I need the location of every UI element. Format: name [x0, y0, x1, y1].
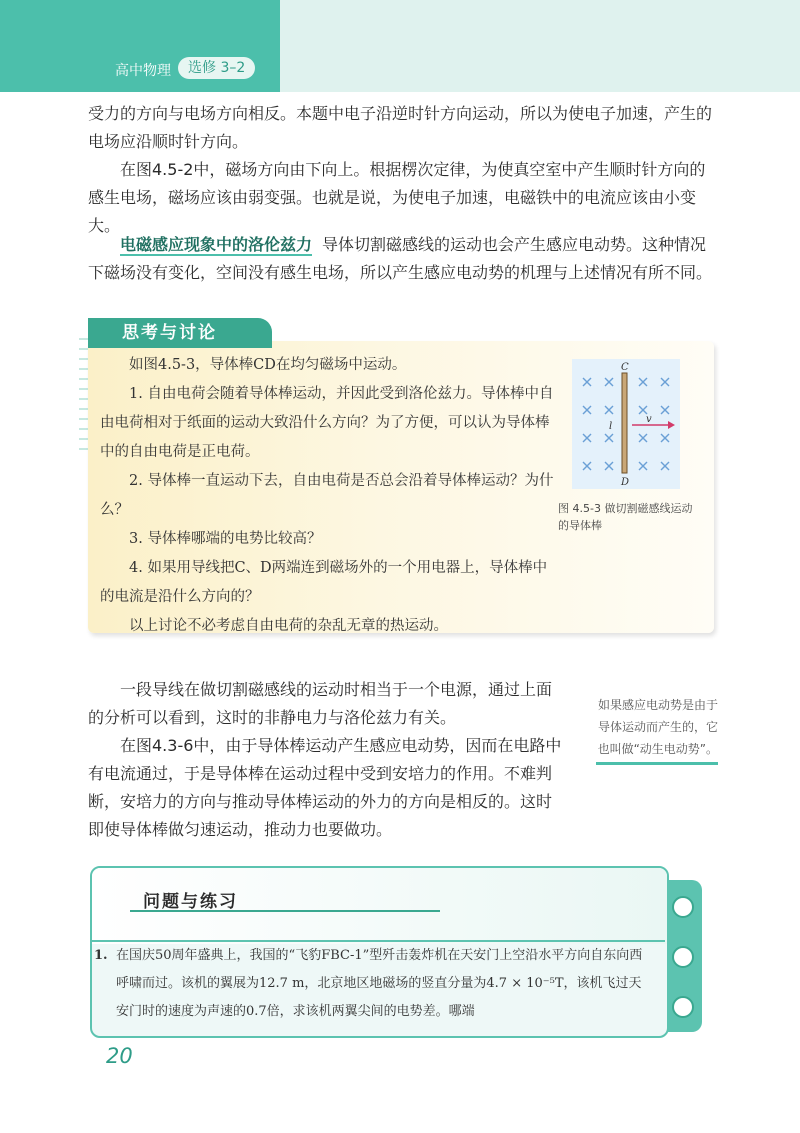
field-cross-icon [583, 406, 591, 414]
field-cross-icon [661, 378, 669, 386]
section-paragraph [88, 231, 718, 287]
field-cross-icon [605, 434, 613, 442]
field-cross-icon [605, 406, 613, 414]
field-cross-icon [583, 378, 591, 386]
binder-ring-icon [672, 946, 694, 968]
label-l: l [609, 421, 613, 432]
exercise-item-1 [94, 942, 646, 1026]
field-cross-icon [605, 462, 613, 470]
discussion-line: 1. 自由电荷会随着导体棒运动，并因此受到洛伦兹力。导体棒中自由电荷相对于纸面的运动大致沿什么方向？为了方便，可以认为导体棒中的自由电荷是正电荷。 [100, 386, 554, 460]
discussion-line: 4. 如果用导线把C、D两端连到磁场外的一个用电器上，导体棒中的电流是沿什么方向的？ [100, 560, 548, 605]
field-cross-icon [639, 406, 647, 414]
discussion-line: 以上讨论不必考虑自由电荷的杂乱无章的热运动。 [129, 618, 448, 634]
field-cross-icon [661, 462, 669, 470]
figure-diagram [572, 359, 680, 489]
margin-note: 如果感应电动势是由于导体运动而产生的，它也叫做“动生电动势”。 [596, 694, 718, 765]
discussion-line: 2. 导体棒一直运动下去，自由电荷是否总会沿着导体棒运动？为什么？ [100, 473, 554, 518]
volume-badge: 选修 3–2 [178, 57, 255, 79]
binder-ring-icon [672, 896, 694, 918]
discussion-text [100, 351, 555, 641]
figure-caption: 图 4.5-3 做切割磁感线运动的导体棒 [558, 502, 693, 532]
book-title: 高中物理 [115, 63, 171, 79]
field-cross-icon [583, 462, 591, 470]
binder-ring-icon [672, 996, 694, 1018]
discussion-tab: 思考与讨论 [88, 318, 272, 348]
exercise-title: 问题与练习 [143, 892, 238, 912]
intro-paragraph-1: 受力的方向与电场方向相反。本题中电子沿逆时针方向运动，所以为使电子加速，产生的电场应沿顺时针方向。 [88, 104, 713, 151]
body-paragraph-1: 一段导线在做切割磁感线的运动时相当于一个电源，通过上面的分析可以看到，这时的非静电力与洛伦兹力有关。 [88, 680, 553, 727]
field-cross-icon [583, 434, 591, 442]
label-v: v [646, 414, 652, 425]
label-d: D [621, 477, 630, 488]
field-cross-icon [661, 406, 669, 414]
field-cross-icon [605, 378, 613, 386]
field-cross-icon [639, 378, 647, 386]
exercise-item-text: 在国庆50周年盛典上，我国的“飞豹FBC-1”型歼击轰炸机在天安门上空沿水平方向自东向西呼啸而过。该机的翼展为12.7 m，北京地区地磁场的竖直分量为4.7 × 10⁻⁵T，该机飞过天安门时的速度为声速的0.7倍，求该机两翼尖间的电势差。哪端 [116, 948, 643, 1019]
body-paragraph-2: 在图4.3-6中，由于导体棒运动产生感应电动势，因而在电路中有电流通过，于是导体棒在运动过程中受到安培力的作用。不难判断，安培力的方向与推动导体棒运动的外力的方向是相反的。这时即使导体棒做匀速运动，推动力也要做功。 [88, 736, 562, 839]
section-text: 导体切割磁感线的运动也会产生感应电动势。这种情况下磁场没有变化，空间没有感生电场，所以产生感应电动势的机理与上述情况有所不同。 [88, 235, 713, 282]
intro-paragraph-2: 在图4.5-2中，磁场方向由下向上。根据楞次定律，为使真空室中产生顺时针方向的感生电场，磁场应该由弱变强。也就是说，为使电子加速，电磁铁中的电流应该由小变大。 [88, 160, 706, 235]
header-band-light [280, 0, 800, 92]
discussion-line: 如图4.5-3，导体棒CD在均匀磁场中运动。 [129, 357, 407, 373]
discussion-line: 3. 导体棒哪端的电势比较高？ [129, 531, 322, 547]
velocity-arrow-head [668, 421, 675, 429]
exercise-item-number: 1. [94, 948, 108, 963]
field-cross-icon [639, 462, 647, 470]
section-heading: 电磁感应现象中的洛伦兹力 [120, 235, 313, 254]
conductor-rod [622, 373, 627, 473]
label-c: C [621, 362, 629, 373]
field-cross-icon [661, 434, 669, 442]
field-cross-icon [639, 434, 647, 442]
page-number: 20 [106, 1044, 133, 1068]
figure-conductor-rod [572, 359, 680, 489]
